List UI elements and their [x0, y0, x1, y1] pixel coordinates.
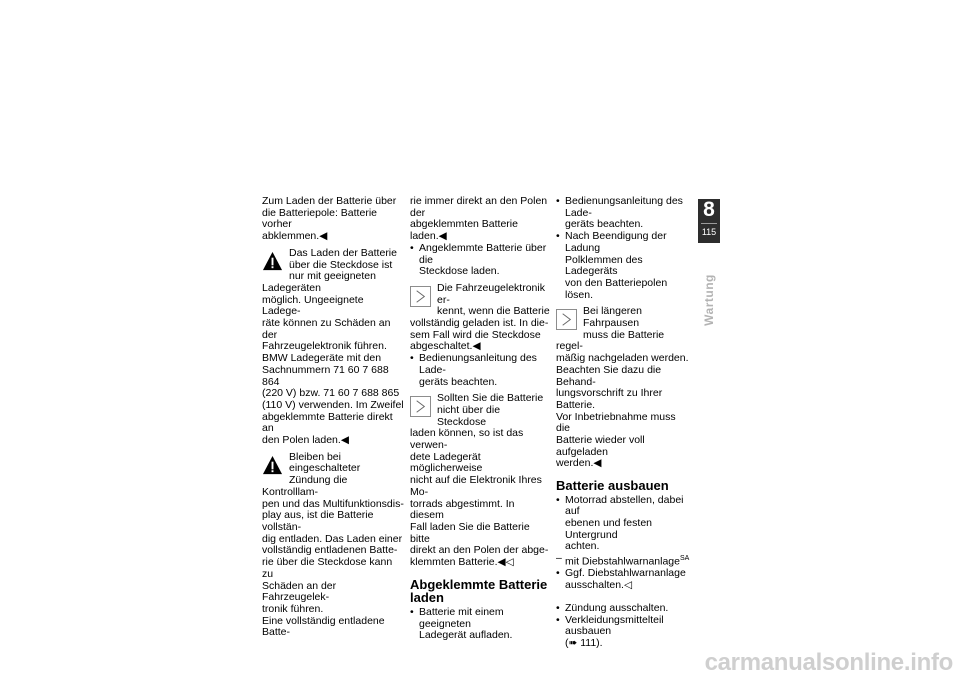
sa-superscript: SA — [679, 555, 690, 563]
note-block-3: Bei längeren Fahrpausen muss die Batterie regel- mäßig nachgeladen werden. Beachten Sie dazu die Behand- lungsvorschrift zu Ihrer Batterie. Vor Inbetriebnahme muss die Batterie wieder voll aufgeladen werden.◀ — [556, 305, 689, 470]
page-number: 115 — [701, 227, 717, 237]
text-column-2 — [410, 196, 550, 642]
optional-equipment-item: – mit Diebstahlwarnanlage$^{SA}$ — [556, 553, 692, 568]
warning-triangle-icon — [262, 251, 283, 272]
list-item: • Batterie mit einem geeigneten Ladegerät aufladen. — [410, 607, 550, 642]
note-icon — [410, 396, 431, 417]
note-icon — [556, 309, 577, 330]
warning-block-2: Bleiben bei eingeschalteter Zündung die Kontrolllam- pen und das Multifunktionsdis- play aus, ist die Batterie vollstän- dig entladen. Das Laden einer vollständig entladenen Batte- rie über die Steckdose kann zu Schäden an der Fahrzeugelek- tronik führen. Eine vollständig entladene Batte- — [262, 450, 404, 639]
chapter-title: Wartung — [702, 274, 716, 326]
list-item: • Ggf. Diebstahlwarnanlage ausschalten.◁ — [556, 568, 692, 591]
intro-paragraph: Zum Laden der Batterie über die Batteriepole: Batterie vorher abklemmen.◀ — [262, 195, 397, 243]
list-item: • Bedienungsanleitung des Lade- geräts beachten. — [410, 353, 550, 388]
note-icon — [410, 286, 431, 307]
note-block-1: Die Fahrzeugelektronik er- kennt, wenn die Batterie vollständig geladen ist. In die- sem Fall wird die Steckdose abgeschaltet.◀ — [410, 281, 550, 353]
list-item: • Motorrad abstellen, dabei auf ebenen und festen Untergrund achten. — [556, 495, 692, 554]
list-item: • Nach Beendigung der Ladung Polklemmen des Ladegeräts von den Batteriepolen lösen. — [556, 231, 692, 301]
warning-triangle-icon — [262, 455, 283, 476]
tab-divider — [701, 223, 717, 224]
note-block-2: Sollten Sie die Batterie nicht über die Steckdose laden können, so ist das verwen- dete Ladegerät möglicherweise nicht auf die Elektronik Ihres Mo- torrads abgestimmt. In diesem Fall laden Sie die Batterie bitte direkt an den Polen der abge- klemmten Batterie.◀◁ — [410, 392, 549, 569]
list-item: • Angeklemmte Batterie über die Steckdose laden. — [410, 243, 550, 278]
warning-block-1: Das Laden der Batterie über die Steckdose ist nur mit geeigneten Ladegeräten möglich. Ungeeignete Ladege- räte können zu Schäden an der Fahrzeugelektronik führen. BMW Ladegeräte mit den Sachnummern 71 60 7 688 864 (220 V) bzw. 71 60 7 688 865 (110 V) verwenden. Im Zweifel abgeklemmte Batterie direkt an den Polen laden.◀ — [262, 246, 404, 447]
section-heading: Batterie ausbauen — [556, 478, 669, 494]
section-heading: Abgeklemmte Batterie laden — [410, 576, 548, 606]
list-item: • Bedienungsanleitung des Lade- geräts beachten. — [556, 196, 692, 231]
chapter-tab — [698, 199, 720, 243]
chapter-number: 8 — [703, 198, 715, 221]
text-column-3 — [556, 196, 692, 650]
text-column-1 — [262, 196, 404, 639]
list-item: • Verkleidungsmittelteil ausbauen (➠ 111). — [556, 615, 692, 650]
list-item: • Zündung ausschalten. — [556, 603, 692, 615]
watermark: carmanualsonline.info — [704, 649, 953, 676]
continued-paragraph: rie immer direkt an den Polen der abgeklemmten Batterie laden.◀ — [410, 195, 548, 243]
